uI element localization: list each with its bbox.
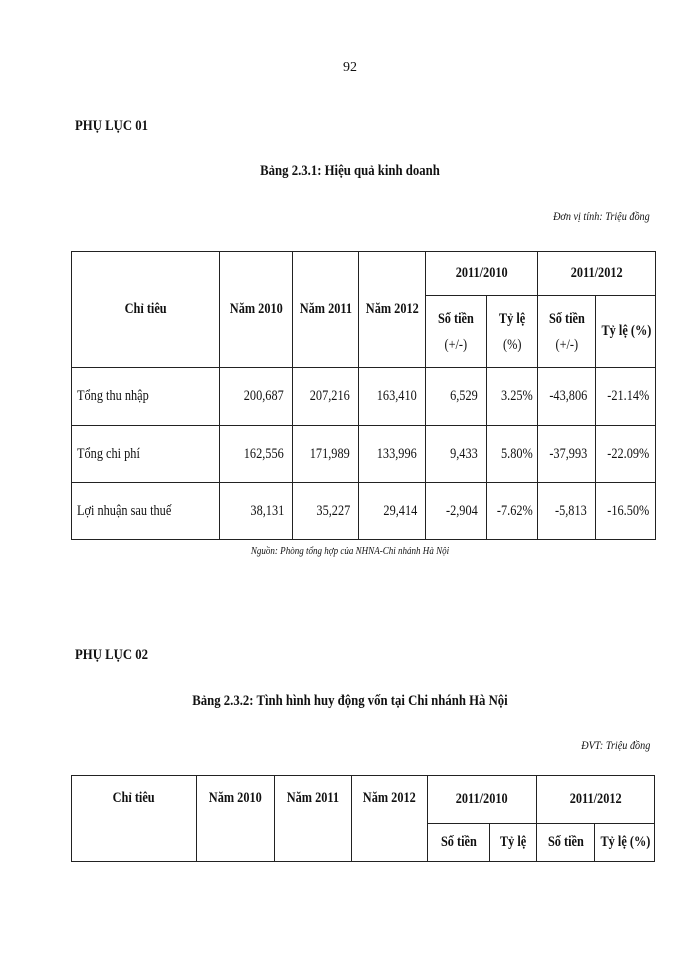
cell-2010: 200,687 bbox=[220, 368, 293, 426]
header-2010: Năm 2010 bbox=[220, 252, 293, 368]
table-row bbox=[72, 426, 656, 483]
header-2012: Năm 2012 bbox=[359, 252, 426, 368]
header-g2-amount: Số tiền (+/-) bbox=[538, 296, 596, 368]
cell-diff-2: -37,993 bbox=[538, 426, 596, 483]
row-label: Tổng chi phí bbox=[72, 426, 220, 483]
table-2-title: Bảng 2.3.2: Tình hình huy động vốn tại Chi nhánh Hà Nội bbox=[192, 693, 508, 709]
row-label: Lợi nhuận sau thuế bbox=[72, 483, 220, 540]
header-group-2011-2010: 2011/2010 bbox=[428, 776, 537, 824]
header-g2-amount: Số tiền bbox=[537, 824, 595, 862]
cell-diff-1: 6,529 bbox=[426, 368, 487, 426]
header-2011: Năm 2011 bbox=[275, 776, 352, 862]
cell-diff-2: -5,813 bbox=[538, 483, 596, 540]
header-2011: Năm 2011 bbox=[293, 252, 359, 368]
cell-pct-1: -7.62% bbox=[487, 483, 538, 540]
header-group-2011-2012: 2011/2012 bbox=[537, 776, 655, 824]
table-business-performance bbox=[71, 251, 656, 540]
header-g2-rate: Tỷ lệ (%) bbox=[596, 296, 656, 368]
cell-2012: 163,410 bbox=[359, 368, 426, 426]
cell-2010: 162,556 bbox=[220, 426, 293, 483]
cell-diff-1: 9,433 bbox=[426, 426, 487, 483]
table-row bbox=[72, 483, 656, 540]
cell-2010: 38,131 bbox=[220, 483, 293, 540]
header-g1-amount: Số tiền bbox=[428, 824, 490, 862]
header-group-2011-2012: 2011/2012 bbox=[538, 252, 656, 296]
cell-diff-2: -43,806 bbox=[538, 368, 596, 426]
table-capital-mobilization bbox=[71, 775, 655, 862]
appendix-2-heading: PHỤ LỤC 02 bbox=[75, 647, 148, 663]
appendix-1-heading: PHỤ LỤC 01 bbox=[75, 118, 148, 134]
cell-2012: 133,996 bbox=[359, 426, 426, 483]
header-2012: Năm 2012 bbox=[352, 776, 428, 862]
page-number: 92 bbox=[343, 60, 357, 75]
table-row bbox=[72, 368, 656, 426]
header-2010: Năm 2010 bbox=[197, 776, 275, 862]
header-g2-rate: Tỷ lệ (%) bbox=[595, 824, 655, 862]
header-g1-rate: Tỷ lệ (%) bbox=[487, 296, 538, 368]
cell-2012: 29,414 bbox=[359, 483, 426, 540]
cell-pct-1: 5.80% bbox=[487, 426, 538, 483]
header-g1-amount: Số tiền (+/-) bbox=[426, 296, 487, 368]
cell-pct-2: -16.50% bbox=[596, 483, 656, 540]
cell-pct-2: -21.14% bbox=[596, 368, 656, 426]
table-1-title: Bảng 2.3.1: Hiệu quả kinh doanh bbox=[260, 163, 440, 179]
table-1-source: Nguồn: Phòng tổng hợp của NHNA-Chi nhánh Hà Nội bbox=[250, 545, 450, 557]
cell-diff-1: -2,904 bbox=[426, 483, 487, 540]
table-2-unit: ĐVT: Triệu đồng bbox=[580, 738, 650, 752]
header-indicator: Chỉ tiêu bbox=[72, 252, 220, 368]
cell-2011: 207,216 bbox=[293, 368, 359, 426]
row-label: Tổng thu nhập bbox=[72, 368, 220, 426]
header-indicator: Chỉ tiêu bbox=[72, 776, 197, 862]
cell-2011: 35,227 bbox=[293, 483, 359, 540]
header-g1-rate: Tỷ lệ bbox=[490, 824, 537, 862]
cell-pct-1: 3.25% bbox=[487, 368, 538, 426]
table-1-unit: Đơn vị tính: Triệu đồng bbox=[553, 209, 650, 223]
cell-pct-2: -22.09% bbox=[596, 426, 656, 483]
cell-2011: 171,989 bbox=[293, 426, 359, 483]
header-group-2011-2010: 2011/2010 bbox=[426, 252, 538, 296]
